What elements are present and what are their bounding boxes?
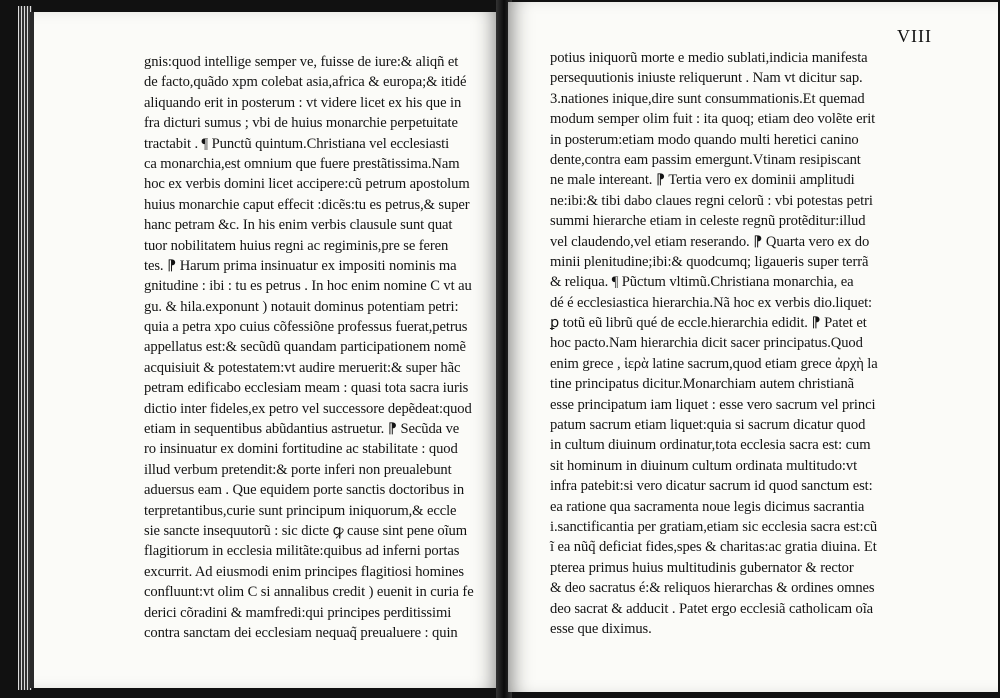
text-line: dente,contra eam passim emergunt.Vtinam resipiscant bbox=[550, 151, 861, 168]
text-line: ro insinuatur ex domini fortitudine ac stabilitate : quod bbox=[144, 441, 458, 458]
text-line: patum sacrum etiam liquet:quia si sacrum dicatur quod bbox=[550, 417, 866, 434]
text-line: confluunt:vt olim C si annalibus credit ) euenit in curia fe bbox=[144, 584, 474, 601]
text-line: petram edificabo ecclesiam meam : quasi tota sacra iuris bbox=[144, 380, 469, 397]
text-line: huius monarchie caput effecit :dicẽs:tu es petrus,& super bbox=[144, 196, 470, 213]
text-line: ꝑ totũ eũ librũ qué de eccle.hierarchia edidit. ⁋ Patet et bbox=[550, 315, 867, 332]
text-line: etiam in sequentibus abũdantius astruetur. ⁋ Secũda ve bbox=[144, 421, 460, 438]
text-line: vel claudendo,vel etiam reserando. ⁋ Quarta vero ex do bbox=[550, 233, 870, 250]
text-line: aduersus eam . Que equidem porte sanctis doctoribus in bbox=[144, 482, 465, 499]
text-line: hoc pacto.Nam hierarchia dicit sacer principatus.Quod bbox=[550, 335, 863, 352]
text-line: tine principatus dicitur.Monarchiam autem christianã bbox=[550, 376, 855, 393]
text-line: flagitiorum in ecclesia militãte:quibus ad inferni portas bbox=[144, 543, 460, 560]
text-line: 3.nationes inique,dire sunt consummationis.Et quemad bbox=[550, 90, 865, 107]
text-line: esse que diximus. bbox=[550, 620, 652, 637]
text-line: ca monarchia,est omnium que fuere prestãtissima.Nam bbox=[144, 155, 460, 172]
text-line: gnitudine : ibi : tu es petrus . In hoc enim nomine C vt au bbox=[144, 278, 472, 295]
text-line: i.sanctificantia per gratiam,etiam sic ecclesia sacra est:cũ bbox=[550, 518, 878, 535]
text-line: aliquando erit in posterum : vt videre licet ex his que in bbox=[144, 94, 462, 111]
text-line: dé é ecclesiastica hierarchia.Nã hoc ex verbis dio.liquet: bbox=[550, 294, 873, 311]
text-line: persequutionis iniuste reliquerunt . Nam vt dicitur sap. bbox=[550, 70, 863, 87]
text-line: hanc petram &c. In his enim verbis clausule sunt quat bbox=[144, 217, 453, 234]
text-line: contra sanctam dei ecclesiam nequaq̃ preualuere : quin bbox=[144, 624, 458, 641]
text-line: de facto,quãdo xpm colebat asia,africa & europa;& itidé bbox=[144, 74, 467, 91]
text-line: & reliqua. ¶ Pũctum vltimũ.Christiana monarchia, ea bbox=[550, 274, 854, 291]
text-line: illud verbum pretendit:& porte inferi non preualebunt bbox=[144, 461, 452, 478]
text-line: hoc ex verbis domini licet accipere:cũ petrum apostolum bbox=[144, 176, 470, 193]
right-page-text bbox=[550, 48, 878, 639]
text-line: enim grece , ἱερὰ latine sacrum,quod etiam grece ἀρχὴ la bbox=[550, 355, 878, 372]
text-line: pterea primus huius multitudinis gubernator & rector bbox=[550, 559, 854, 576]
text-line: gnis:quod intellige semper ve, fuisse de iure:& aliqñ et bbox=[144, 54, 459, 70]
text-line: modum semper olim fuit : ita quoq; etiam deo volẽte erit bbox=[550, 111, 876, 128]
text-line: gu. & hila.exponunt ) notauit dominus potentiam petri: bbox=[144, 298, 459, 315]
left-page-text bbox=[144, 52, 474, 643]
text-line: derici cõradini & mamfredi:qui principes perditissimi bbox=[144, 604, 452, 621]
text-line: potius iniquorũ morte e medio sublati,indicia manifesta bbox=[550, 50, 868, 66]
text-line: deo sacrat & adducit . Patet ergo ecclesiã catholicam oĩa bbox=[550, 600, 874, 617]
text-line: ĩ ea nũq̃ deficiat fides,spes & charitas:ac gratia diuina. Et bbox=[550, 539, 877, 556]
text-line: excurrit. Ad eiusmodi enim principes flagitiosi homines bbox=[144, 563, 464, 580]
text-line: ne male intereant. ⁋ Tertia vero ex dominii amplitudi bbox=[550, 172, 855, 189]
text-line: fra dicturi sumus ; vbi de huius monarchie perpetuitate bbox=[144, 115, 458, 132]
text-line: in posterum:etiam modo quando multi heretici canino bbox=[550, 131, 859, 148]
text-line: sit hominum in diuinum cultum ordinata multitudo:vt bbox=[550, 457, 858, 474]
text-line: sie sancte insequutorũ : sic dicte ꝙ cause sint pene oĩum bbox=[144, 522, 467, 539]
text-line: summi hierarche etiam in celeste regnũ protẽditur:illud bbox=[550, 213, 866, 230]
text-line: & deo sacratus é:& reliquos hierarchas & ordines omnes bbox=[550, 580, 875, 597]
text-line: ea ratione qua sacramenta noue legis dicimus sacrantia bbox=[550, 498, 865, 515]
text-line: terpretantibus,curie sunt principum iniquorum,& eccle bbox=[144, 502, 457, 519]
text-line: appellatus est:& secũdũ quandam participationem nomẽ bbox=[144, 339, 466, 356]
text-line: infra patebit:si vero dicatur sacrum id quod sanctum est: bbox=[550, 478, 873, 495]
text-line: ne:ibi:& tibi dabo claues regni celorũ : vbi potestas petri bbox=[550, 192, 873, 209]
folio-number: VIII bbox=[897, 26, 932, 46]
text-line: in cultum diuinum ordinatur,tota ecclesia sacra est: cum bbox=[550, 437, 871, 454]
text-line: tes. ⁋ Harum prima insinuatur ex impositi nominis ma bbox=[144, 257, 457, 274]
text-line: quia a petra xpo cuius cõfessiõne professus fuerat,petrus bbox=[144, 319, 468, 336]
text-line: tuor nobilitatem huius regni ac regiminis,pre se feren bbox=[144, 237, 449, 254]
text-line: dictio inter fideles,ex petro vel successore depẽdeat:quod bbox=[144, 400, 472, 417]
text-line: tractabit . ¶ Punctũ quintum.Christiana vel ecclesiasti bbox=[144, 135, 450, 152]
left-page bbox=[30, 12, 500, 688]
text-line: minii plenitudine;ibi:& quodcumq; ligaueris super terrã bbox=[550, 253, 869, 270]
text-line: esse principatum iam liquet : esse vero sacrum vel princi bbox=[550, 396, 876, 413]
text-line: acquisiuit & potestatem:vt audire meruerit:& super hãc bbox=[144, 359, 461, 376]
right-page bbox=[508, 2, 998, 692]
